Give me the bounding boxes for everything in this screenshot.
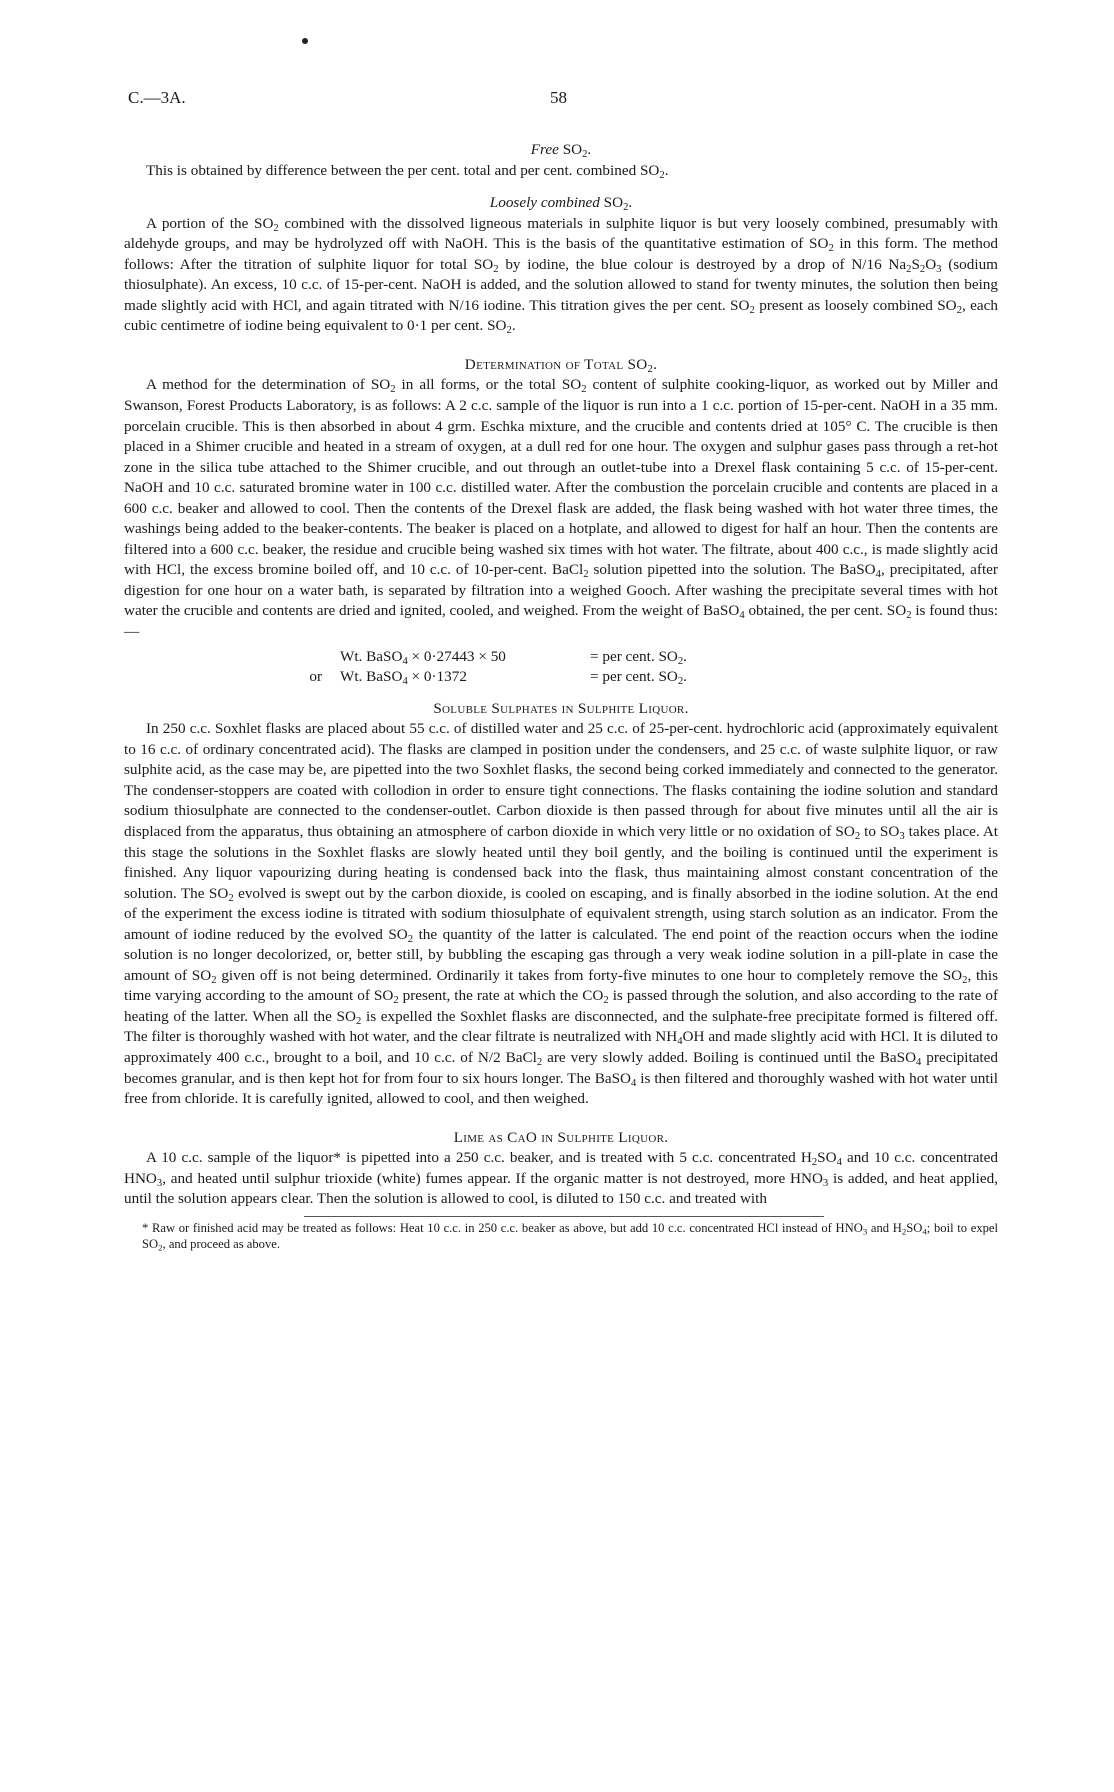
footnote-rule [304,1216,824,1217]
page-header [128,88,994,112]
text-column [124,140,998,1252]
page-number: 58 [550,88,567,107]
formula-line-1: Wt. BaSO$_4$ × 0·27443 × 50 = per cent. $SO_2$. [340,647,687,667]
heading-loosely-combined-so2: Loosely combined $SO_2$. [489,194,633,214]
paragraph-free-so2: This is obtained by difference between the per cent. total and per cent. combined $SO_2$. [146,161,669,181]
footnote: * Raw or finished acid may be treated as follows: Heat 10 c.c. in 250 c.c. beaker as above, but add 10 c.c. concentrated HCl instead of $HNO_3$ and $H_2SO_4$; boil to expel $SO_2$, and proceed as above. [142,1220,999,1253]
paragraph-soluble-sulphates: In 250 c.c. Soxhlet flasks are placed about 55 c.c. of distilled water and 25 c.c. of 25-per-cent. hydrochloric acid (approximately equivalent to 16 c.c. of ordinary concentrated acid). The flasks are clamped in position under the condensers, and 25 c.c. of waste sulphite liquor, or raw sulphite acid, as the case may be, are pipetted into the two Soxhlet flasks, the second being corked immediately and connected to the generator. The condenser-stoppers are coated with collodion in order to ensure tight connections. The flasks containing the iodine solution and standard sodium thiosulphate are connected to the condenser-outlet. Carbon dioxide is then passed through for about five minutes until all the air is displaced from the apparatus, thus obtaining an atmosphere of carbon dioxide in which very little or no oxidation of $SO_2$ to $SO_3$ takes place. At this stage the solutions in the Soxhlet flasks are slowly heated until they boil gently, and the boiling is continued until the experiment is finished. Any liquor vapourizing during heating is condensed back into the flask, thus maintaining almost constant concentration of the solution. The $SO_2$ evolved is swept out by the carbon dioxide, is cooled on escaping, and is finally absorbed in the iodine solution. At the end of the experiment the excess iodine is titrated with sodium thiosulphate of equivalent strength, using starch solution as an indicator. From the amount of iodine reduced by the evolved $SO_2$ the quantity of the latter is calculated. The end point of the reaction occurs when the iodine solution is no longer decolorized, or, better still, by bubbling the escaping gas through a very weak iodine solution in a pill-plate in case the amount of $SO_2$ given off is not being determined. Ordinarily it takes from forty-five minutes to one hour to completely remove the $SO_2$, this time varying according to the amount of $SO_2$ present, the rate at which the $CO_2$ is passed through the solution, and also according to the rate of heating of the latter. When all the $SO_2$ is expelled the Soxhlet flasks are disconnected, and the sulphate-free precipitate formed is filtered off. The filter is thoroughly washed with hot water, and the clear filtrate is neutralized with $NH_4OH$ and made slightly acid with HCl. It is diluted to approximately 400 c.c., brought to a boil, and 10 c.c. of N/2 BaCl$_2$ are very slowly added. Boiling is continued until the BaSO$_4$ precipitated becomes granular, and is then kept hot for from four to six hours longer. The BaSO$_4$ is then filtered and thoroughly washed with hot water until free from chloride. It is carefully ignited, allowed to cool, and then weighed. [124,720,999,1108]
heading-determination-total-so2: Determination of Total $SO_2$. [464,355,658,376]
paragraph-determination-total: A method for the determination of $SO_2$ in all forms, or the total $SO_2$ content of sulphite cooking-liquor, as worked out by Miller and Swanson, Forest Products Laboratory, is as follows: A 2 c.c. sample of the liquor is run into a 1 c.c. portion of 15-per-cent. NaOH in a 35 mm. porcelain crucible. This is then absorbed in about 4 grm. Eschka mixture, and the crucible and contents dried at 105° C. The crucible is then placed in a Shimer crucible and heated in a stream of oxygen, at a dull red for one hour. The oxygen and sulphur gases pass through a ret-hot zone in the silica tube attached to the Shimer crucible, and out through an outlet-tube into a Drexel flask containing 5 c.c. of 15-per-cent. NaOH and 10 c.c. saturated bromine water in 100 c.c. distilled water. After the combustion the porcelain crucible and contents are placed in a 600 c.c. beaker and allowed to cool. Then the contents of the Drexel flask are added, the flask being washed with hot water three times, the washings being added to the beaker-contents. The beaker is placed on a hotplate, and allowed to digest for half an hour. Then the contents are filtered into a 600 c.c. beaker, the residue and crucible being washed six times with hot water. The filtrate, about 400 c.c., is made slightly acid with HCl, the excess bromine boiled off, and 10 c.c. of 10-per-cent. BaCl$_2$ solution pipetted into the solution. The BaSO$_4$, precipitated, after digestion for one hour on a water bath, is separated by filtration into a weighed Gooch. After washing the precipitate several times with hot water the crucible and contents are dried and ignited, cooled, and weighed. From the weight of BaSO$_4$ obtained, the per cent. $SO_2$ is found thus:— [124,376,999,641]
paragraph-lime-as-cao: A 10 c.c. sample of the liquor* is pipetted into a 250 c.c. beaker, and is treated with 5 c.c. concentrated $H_2SO_4$ and 10 c.c. concentrated $HNO_3$, and heated until sulphur trioxide (white) fumes appear. If the organic matter is not destroyed, more $HNO_3$ is added, and heat applied, until the solution appears clear. Then the solution is allowed to cool, is diluted to 150 c.c. and treated with [124,1149,998,1208]
heading-soluble-sulphates: Soluble Sulphates in Sulphite Liquor. [433,699,689,717]
document-reference: C.—3A. [128,88,186,107]
heading-free-so2: Free $SO_2$. [530,141,592,161]
formula-block [124,647,998,688]
heading-lime-as-cao: Lime as CaO in Sulphite Liquor. [453,1128,669,1146]
formula-line-2: or Wt. BaSO$_4$ × 0·1372 = per cent. $SO_2$. [309,668,687,688]
ink-speck [302,38,308,44]
paragraph-loosely-combined: A portion of the $SO_2$ combined with the dissolved ligneous materials in sulphite liquor is but very loosely combined, presumably with aldehyde groups, and may be hydrolyzed off with NaOH. This is the basis of the quantitative estimation of $SO_2$ in this form. The method follows: After the titration of sulphite liquor for total $SO_2$ by iodine, the blue colour is destroyed by a drop of N/16 $Na_2S_2O_3$ (sodium thiosulphate). An excess, 10 c.c. of 15-per-cent. NaOH is added, and the solution allowed to stand for twenty minutes, the solution then being made slightly acid with HCl, and again titrated with N/16 iodine. This titration gives the per cent. $SO_2$ present as loosely combined $SO_2$, each cubic centimetre of iodine being equivalent to 0·1 per cent. $SO_2$. [124,214,999,337]
